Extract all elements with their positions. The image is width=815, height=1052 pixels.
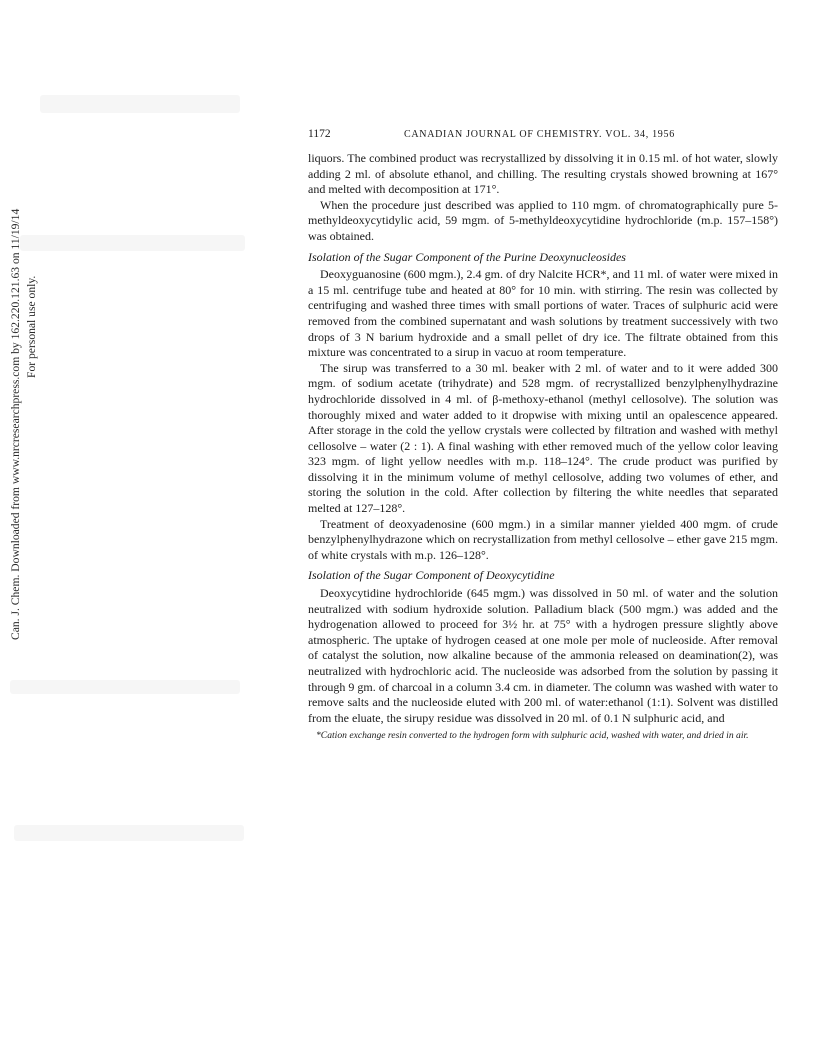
page-header	[308, 128, 778, 142]
footnote: *Cation exchange resin converted to the hydrogen form with sulphuric acid, washed with water, and dried in air.	[316, 730, 749, 742]
paragraph: When the procedure just described was applied to 110 mgm. of chromatographically pure 5-methyldeoxycytidylic acid, 59 mgm. of 5-methyldeoxycytidine hydrochloride (m.p. 157–158°) was obtained.	[308, 197, 778, 243]
bleed-through-smudge	[20, 235, 245, 251]
paragraph: liquors. The combined product was recrystallized by dissolving it in 0.15 ml. of hot water, slowly adding 2 ml. of absolute ethanol, and chilling. The resulting crystals showed browning at 167° and melted with decomposition at 171°.	[308, 151, 778, 197]
section-heading: Isolation of the Sugar Component of Deoxycytidine	[308, 568, 555, 583]
watermark-line-usage: For personal use only.	[24, 275, 38, 378]
bleed-through-smudge	[40, 95, 240, 113]
download-watermark	[8, 208, 42, 640]
watermark-line-source: Can. J. Chem. Downloaded from www.nrcresearchpress.com by 162.220.121.63 on 11/19/14	[9, 208, 22, 640]
paragraph: Treatment of deoxyadenosine (600 mgm.) in a similar manner yielded 400 mgm. of crude benzylphenylhydrazone which on recrystallization from methyl cellosolve – ether gave 215 mgm. of white crystals with m.p. 126–128°.	[308, 516, 778, 562]
running-title: CANADIAN JOURNAL OF CHEMISTRY. VOL. 34, 1956	[404, 129, 675, 140]
section-heading: Isolation of the Sugar Component of the Purine Deoxynucleosides	[308, 249, 626, 264]
article-body	[308, 151, 778, 742]
page-number: 1172	[308, 128, 331, 140]
paragraph: Deoxycytidine hydrochloride (645 mgm.) was dissolved in 50 ml. of water and the solution neutralized with sodium hydroxide solution. Palladium black (500 mgm.) was added and the hydrogenation allowed to proceed for 3½ hr. at 75° with a hydrogen pressure slightly above atmospheric. The uptake of hydrogen ceased at one mole per mole of nucleoside. After removal of catalyst the solution, now alkaline because of the ammonia released on deamination(2), was neutralized with hydrochloric acid. The nucleoside was adsorbed from the solution by passing it through 9 gm. of charcoal in a column 3.4 cm. in diameter. The column was washed with water to remove salts and the nucleoside eluted with 200 ml. of water:ethanol (1:1). Solvent was distilled from the eluate, the sirupy residue was dissolved in 20 ml. of 0.1 N sulphuric acid, and	[308, 586, 778, 725]
bleed-through-smudge	[10, 680, 240, 694]
paragraph: Deoxyguanosine (600 mgm.), 2.4 gm. of dry Nalcite HCR*, and 11 ml. of water were mixed in a 15 ml. centrifuge tube and heated at 80° for 10 min. with stirring. The resin was collected by centrifuging and washed three times with small portions of water. Traces of sulphuric acid were removed from the combined supernatant and wash solutions by treatment successively with two drops of 3 N barium hydroxide and a small pellet of dry ice. The filtrate obtained from this mixture was concentrated to a sirup in vacuo at room temperature.	[308, 267, 778, 360]
paragraph: The sirup was transferred to a 30 ml. beaker with 2 ml. of water and to it were added 300 mgm. of sodium acetate (trihydrate) and 528 mgm. of recrystallized benzylphenylhydrazine hydrochloride dissolved in 4 ml. of β-methoxy-ethanol (methyl cellosolve). The solution was thoroughly mixed and water added to it dropwise with mixing until an opalescence appeared. After storage in the cold the yellow crystals were collected by filtration and washed with methyl cellosolve – water (2 : 1). A final washing with ether removed much of the yellow color leaving 323 mgm. of light yellow needles with m.p. 118–124°. The crude product was purified by dissolving it in the minimum volume of methyl cellosolve, adding two volumes of ether, and storing the solution in the cold. After collection by filtering the white needles that separated melted at 127–128°.	[308, 360, 778, 516]
bleed-through-smudge	[14, 825, 244, 841]
